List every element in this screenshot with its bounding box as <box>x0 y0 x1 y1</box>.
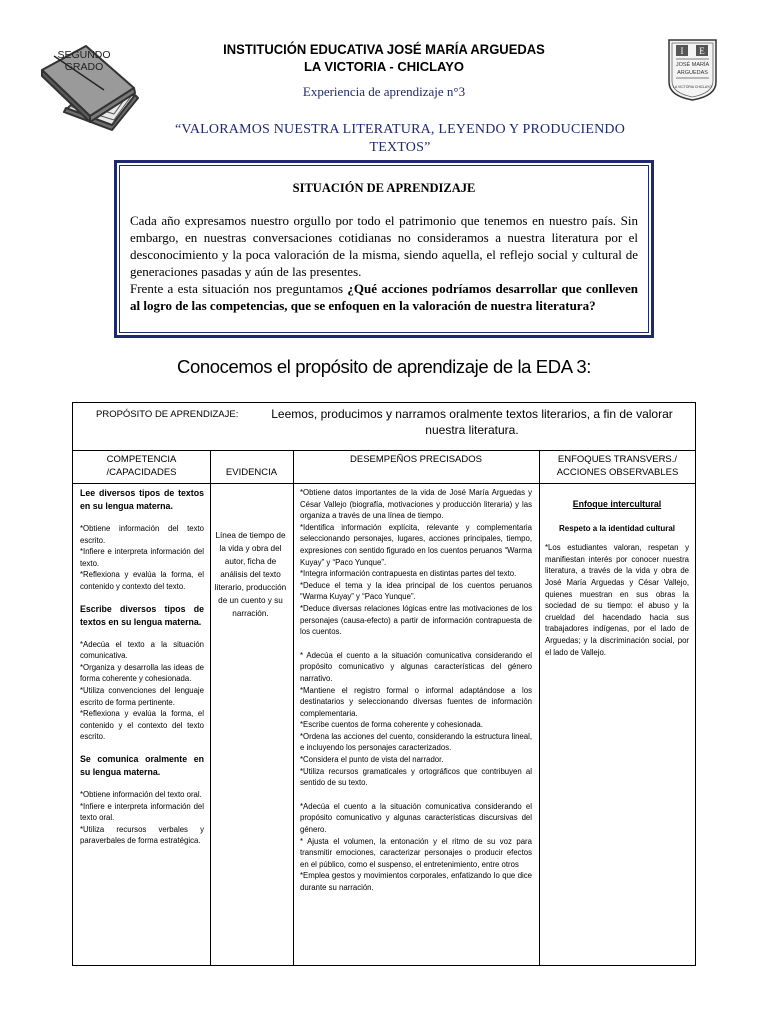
institution-name: INSTITUCIÓN EDUCATIVA JOSÉ MARÍA ARGUEDAS <box>223 41 545 58</box>
eda-title <box>140 121 660 157</box>
header-enfoques-line2: ACCIONES OBSERVABLES <box>556 467 679 478</box>
institution-location: LA VICTORIA - CHICLAYO <box>303 59 465 74</box>
table-header-divider <box>73 483 695 484</box>
header-competencia-line1: COMPETENCIA <box>106 454 177 465</box>
desempenos-cell <box>300 487 532 894</box>
svg-text:LA VICTORIA CHICLAYO: LA VICTORIA CHICLAYO <box>673 85 712 89</box>
competencia-escribe-items: *Adecúa el texto a la situación comunicativa. *Organiza y desarrolla las ideas de forma coherente y cohesionada. *Utiliza convenciones del lenguaje escrito de forma pertinente. *Reflexiona y evalúa la forma, el contenido y el contexto del texto escrito. <box>80 639 204 742</box>
experience-number: Experiencia de aprendizaje n°3 <box>302 84 466 99</box>
desempenos-escritura: * Adecúa el cuento a la situación comunicativa considerando el propósito comunicativo y algunas características del género narrativo. *Mantiene el registro formal o informal adaptándose a los destinatarios y seleccionando diversas fuentes de información complementaria. *Escribe cuentos de forma coherente y cohesionada. *Ordena las acciones del cuento, considerando la estructura lineal, e incluyendo los personajes caracterizados. *Considera el punto de vista del narrador. *Utiliza recursos gramaticales y ortográficos que contribuyen al sentido de su texto. <box>300 650 532 788</box>
desempenos-oralidad: *Adecúa el cuento a la situación comunicativa considerando el propósito comunicativo y algunas características discursivas del género. * Ajusta el volumen, la entonación y el ritmo de su voz para transmitir emociones, caracterizar personajes o producir efectos en el público, como el suspenso, el entretenimiento, entre otros *Emplea gestos y movimientos corporales, enfatizando lo que dice durante su narración. <box>300 801 532 892</box>
competencia-lee-title: Lee diversos tipos de textos en su lengua materna. <box>80 488 204 511</box>
learning-purpose-table <box>72 402 696 966</box>
header-evidencia: EVIDENCIA <box>225 467 278 478</box>
situation-body <box>130 212 638 314</box>
header-competencia <box>73 453 210 479</box>
svg-text:I: I <box>680 46 684 56</box>
enfoques-cell <box>545 499 689 658</box>
eda-title-line2: TEXTOS” <box>369 140 431 155</box>
competencia-lee-items: *Obtiene información del texto escrito. *Infiere e interpreta información del texto. *Reflexiona y evalúa la forma, el contenido y contexto del texto. <box>80 524 204 591</box>
table-row-divider <box>73 450 695 451</box>
table-column-divider <box>293 450 294 965</box>
enfoque-text: *Los estudiantes valoran, respetan y manifiestan interés por conocer nuestra literatura, a través de la vida y obra de José María Arguedas y César Vallejo, quienes muestran en sus obras la sociedad de su tiempo: el abuso y la crueldad del hacendado hacia sus trabajadores indígenas, por el lado de Arguedas; y la discriminación social, por el lado de Vallejo. <box>545 543 689 657</box>
header-enfoques-line1: ENFOQUES TRANSVERS./ <box>557 454 678 465</box>
table-column-divider <box>539 450 540 965</box>
header-competencia-line2: /CAPACIDADES <box>106 467 177 478</box>
competencia-oral-items: *Obtiene información del texto oral. *Infiere e interpreta información del texto oral. *Utiliza recursos verbales y paraverbales de forma estratégica. <box>80 789 204 846</box>
enfoque-title: Enfoque intercultural <box>572 499 662 509</box>
grade-label-line1: SEGUNDO <box>57 49 111 61</box>
learning-situation-box <box>114 160 654 338</box>
svg-text:JOSÉ MARÍA: JOSÉ MARÍA <box>675 62 710 68</box>
situation-paragraph: Cada año expresamos nuestro orgullo por todo el patrimonio que tenemos en nuestro país. Sin embargo, en nuestras conversaciones cotidianas no consideramos a nuestra literatura por el desconocimiento y la poca valoración de la misma, siendo aquella, el reflejo social y cultural de generaciones pasadas y aún de las presentes. <box>130 213 638 279</box>
situation-title: SITUACIÓN DE APRENDIZAJE <box>292 181 476 195</box>
school-seal-icon <box>667 38 718 102</box>
svg-text:ARGUEDAS: ARGUEDAS <box>677 70 708 76</box>
header-enfoques <box>539 453 696 479</box>
header-desempenos: DESEMPEÑOS PRECISADOS <box>350 454 482 465</box>
purpose-label: PROPÓSITO DE APRENDIZAJE: <box>96 409 239 420</box>
situation-question-bold: ¿Qué acciones podríamos desarrollar que conlleven al logro de las competencias, que se enfoquen en la valoración de nuestra literatura? <box>130 281 638 313</box>
desempenos-lectura: *Obtiene datos importantes de la vida de José María Arguedas y César Vallejo (biografía, motivaciones y producción literaria) y las organiza a través de una línea de tiempo. *Identifica información explícita, relevante y complementaria seleccionando personajes, lugares, acciones principales, tiempo, expresiones con sentido figurado en los cuentos peruanos “Warma Kuyay” y “Paco Yunque”. *Integra información contrapuesta en distintas partes del texto. *Deduce el tema y la idea principal de los cuentos peruanos “Warma Kuyay” y “Paco Yunque”. *Deduce diversas relaciones lógicas entre las motivaciones de los personajes (causa-efecto) a partir de información contrapuesta de los cuentos. <box>300 488 532 637</box>
table-column-divider <box>210 450 211 965</box>
evidencia-cell: Línea de tiempo de la vida y obra del autor, ficha de análisis del texto literario, producción de un cuento y su narración. <box>214 531 287 618</box>
competencia-oral-title: Se comunica oralmente en su lengua materna. <box>80 753 204 777</box>
situation-question <box>130 280 638 314</box>
grade-label <box>48 49 120 73</box>
purpose-heading: Conocemos el propósito de aprendizaje de la EDA 3: <box>177 356 591 377</box>
eda-title-line1: “VALORAMOS NUESTRA LITERATURA, LEYENDO Y PRODUCIENDO <box>174 122 626 137</box>
svg-text:E: E <box>699 46 705 56</box>
situation-inner-border <box>119 165 649 333</box>
purpose-text: Leemos, producimos y narramos oralmente textos literarios, a fin de valorar nuestra literatura. <box>271 407 673 437</box>
competencias-cell <box>80 487 204 847</box>
enfoque-subtitle: Respeto a la identidad cultural <box>558 523 676 533</box>
competencia-escribe-title: Escribe diversos tipos de textos en su lengua materna. <box>80 603 204 627</box>
situation-question-intro: Frente a esta situación nos preguntamos <box>130 281 348 296</box>
grade-label-line2: GRADO <box>64 61 104 73</box>
